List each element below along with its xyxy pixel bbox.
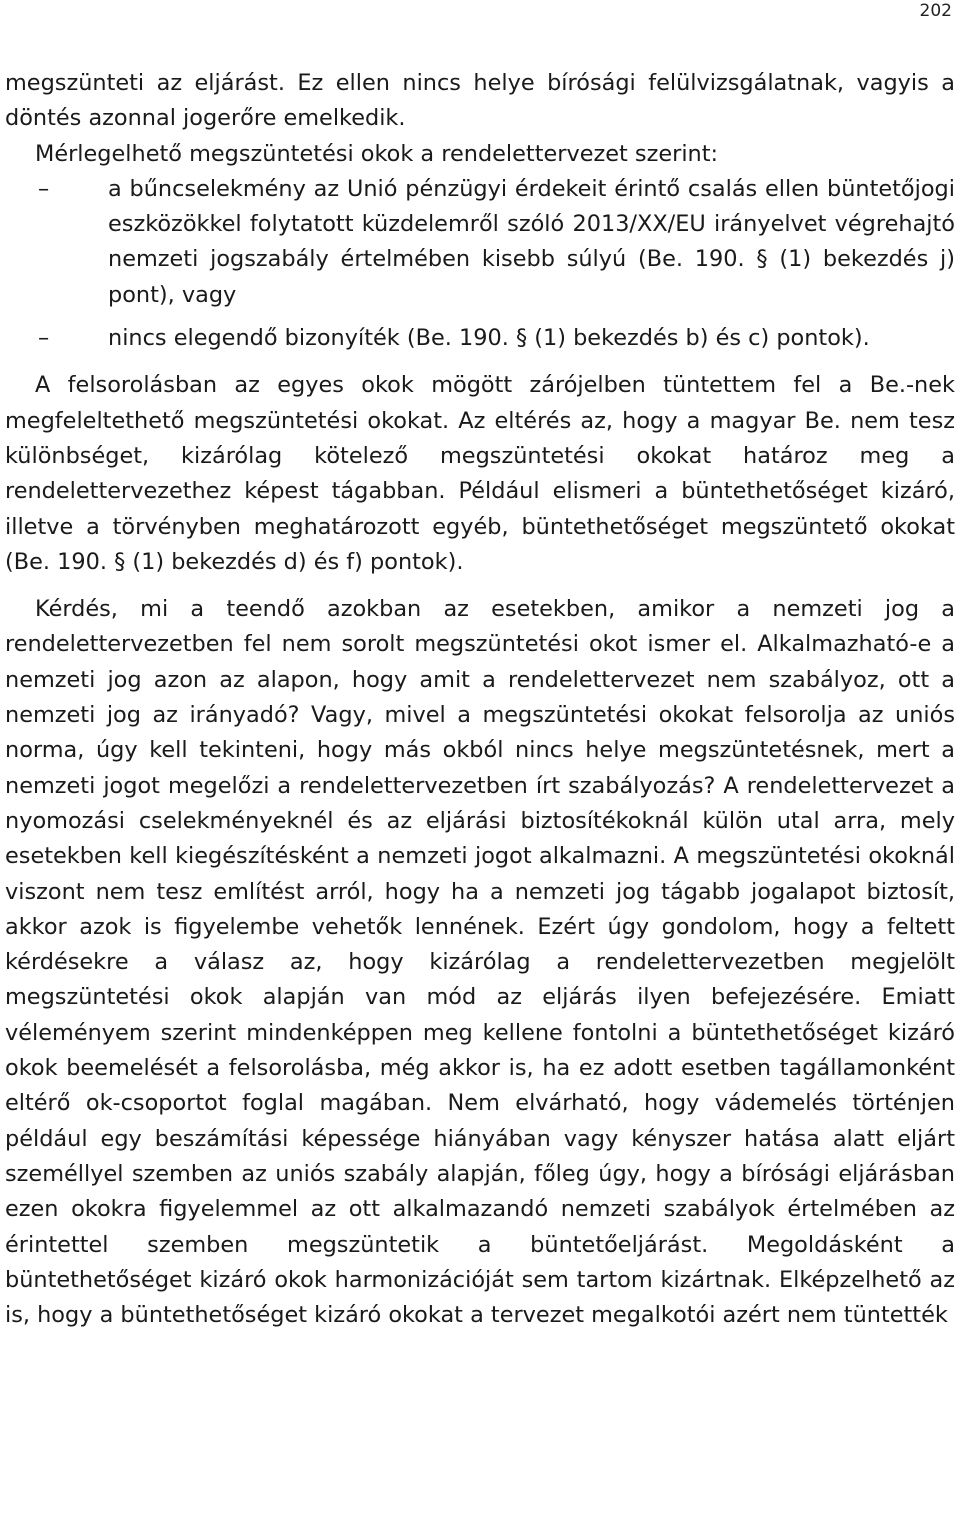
grounds-list <box>5 172 955 356</box>
list-item <box>38 321 955 356</box>
body-text <box>5 66 955 1333</box>
list-item <box>38 172 955 313</box>
paragraph-3: A felsorolásban az egyes okok mögött zárójelben tüntettem fel a Be.-nek megfeleltethető megszüntetési okokat. Az eltérés az, hogy a magyar Be. nem tesz különbséget, kizárólag kötelező megszüntetési okokat határoz meg a rendelettervezethez képest tágabban. Például elismeri a büntethetőséget kizáró, illetve a törvényben meghatározott egyéb, büntethetőséget megszüntető okokat (Be. 190. § (1) bekezdés d) és f) pontok). <box>5 372 955 575</box>
paragraph-1: megszünteti az eljárást. Ez ellen nincs helye bírósági felülvizsgálatnak, vagyis a döntés azonnal jogerőre emelkedik. <box>5 70 955 132</box>
dash-bullet: – <box>38 325 50 352</box>
list-item-text: nincs elegendő bizonyíték (Be. 190. § (1) bekezdés b) és c) pontok). <box>108 325 870 352</box>
dash-bullet: – <box>38 175 50 202</box>
paragraph-2: Mérlegelhető megszüntetési okok a rendelettervezet szerint: <box>35 140 719 167</box>
list-item-text: a bűncselekmény az Unió pénzügyi érdekeit érintő csalás ellen büntetőjogi eszközökkel folytatott küzdelemről szóló 2013/XX/EU irányelvet végrehajtó nemzeti jogszabály értelmében kisebb súlyú (Be. 190. § (1) bekezdés j) pont), vagy <box>108 175 955 308</box>
page-number: 202 <box>919 1 952 21</box>
paragraph-4: Kérdés, mi a teendő azokban az esetekben, amikor a nemzeti jog a rendelettervezetben fel nem sorolt megszüntetési okot ismer el. Alkalmazható-e a nemzeti jog azon az alapon, hogy amit a rendelettervezet nem szabályoz, ott a nemzeti jog az irányadó? Vagy, mivel a megszüntetési okokat felsorolja az uniós norma, úgy kell tekinteni, hogy más okból nincs helye megszüntetésnek, mert a nemzeti jogot megelőzi a rendelettervezetben írt szabályozás? A rendelettervezet a nyomozási cselekményeknél és az eljárási biztosítékoknál külön utal arra, mely esetekben kell kiegészítésként a nemzeti jogot alkalmazni. A megszüntetési okoknál viszont nem tesz említést arról, hogy ha a nemzeti jog tágabb jogalapot biztosít, akkor azok is figyelembe vehetők lennének. Ezért úgy gondolom, hogy a feltett kérdésekre a válasz az, hogy kizárólag a rendelettervezetben megjelölt megszüntetési okok alapján van mód az eljárás ilyen befejezésére. Emiatt véleményem szerint mindenképpen meg kellene fontolni a büntethetőséget kizáró okok beemelését a felsorolásba, még akkor is, ha ez adott esetben tagállamonként eltérő ok-csoportot foglal magában. Nem elvárható, hogy vádemelés történjen például egy beszámítási képessége hiányában vagy kényszer hatása alatt eljárt személlyel szemben az uniós szabály alapján, főleg úgy, hogy a bírósági eljárásban ezen okokra figyelemmel az ott alkalmazandó nemzeti szabályok értelmében az érintettel szemben megszüntetik a büntetőeljárást. Megoldásként a büntethetőséget kizáró okok harmonizációját sem tartom kizártnak. Elképzelhető az is, hogy a büntethetőséget kizáró okokat a tervezet megalkotói azért nem tüntették <box>5 596 955 1329</box>
